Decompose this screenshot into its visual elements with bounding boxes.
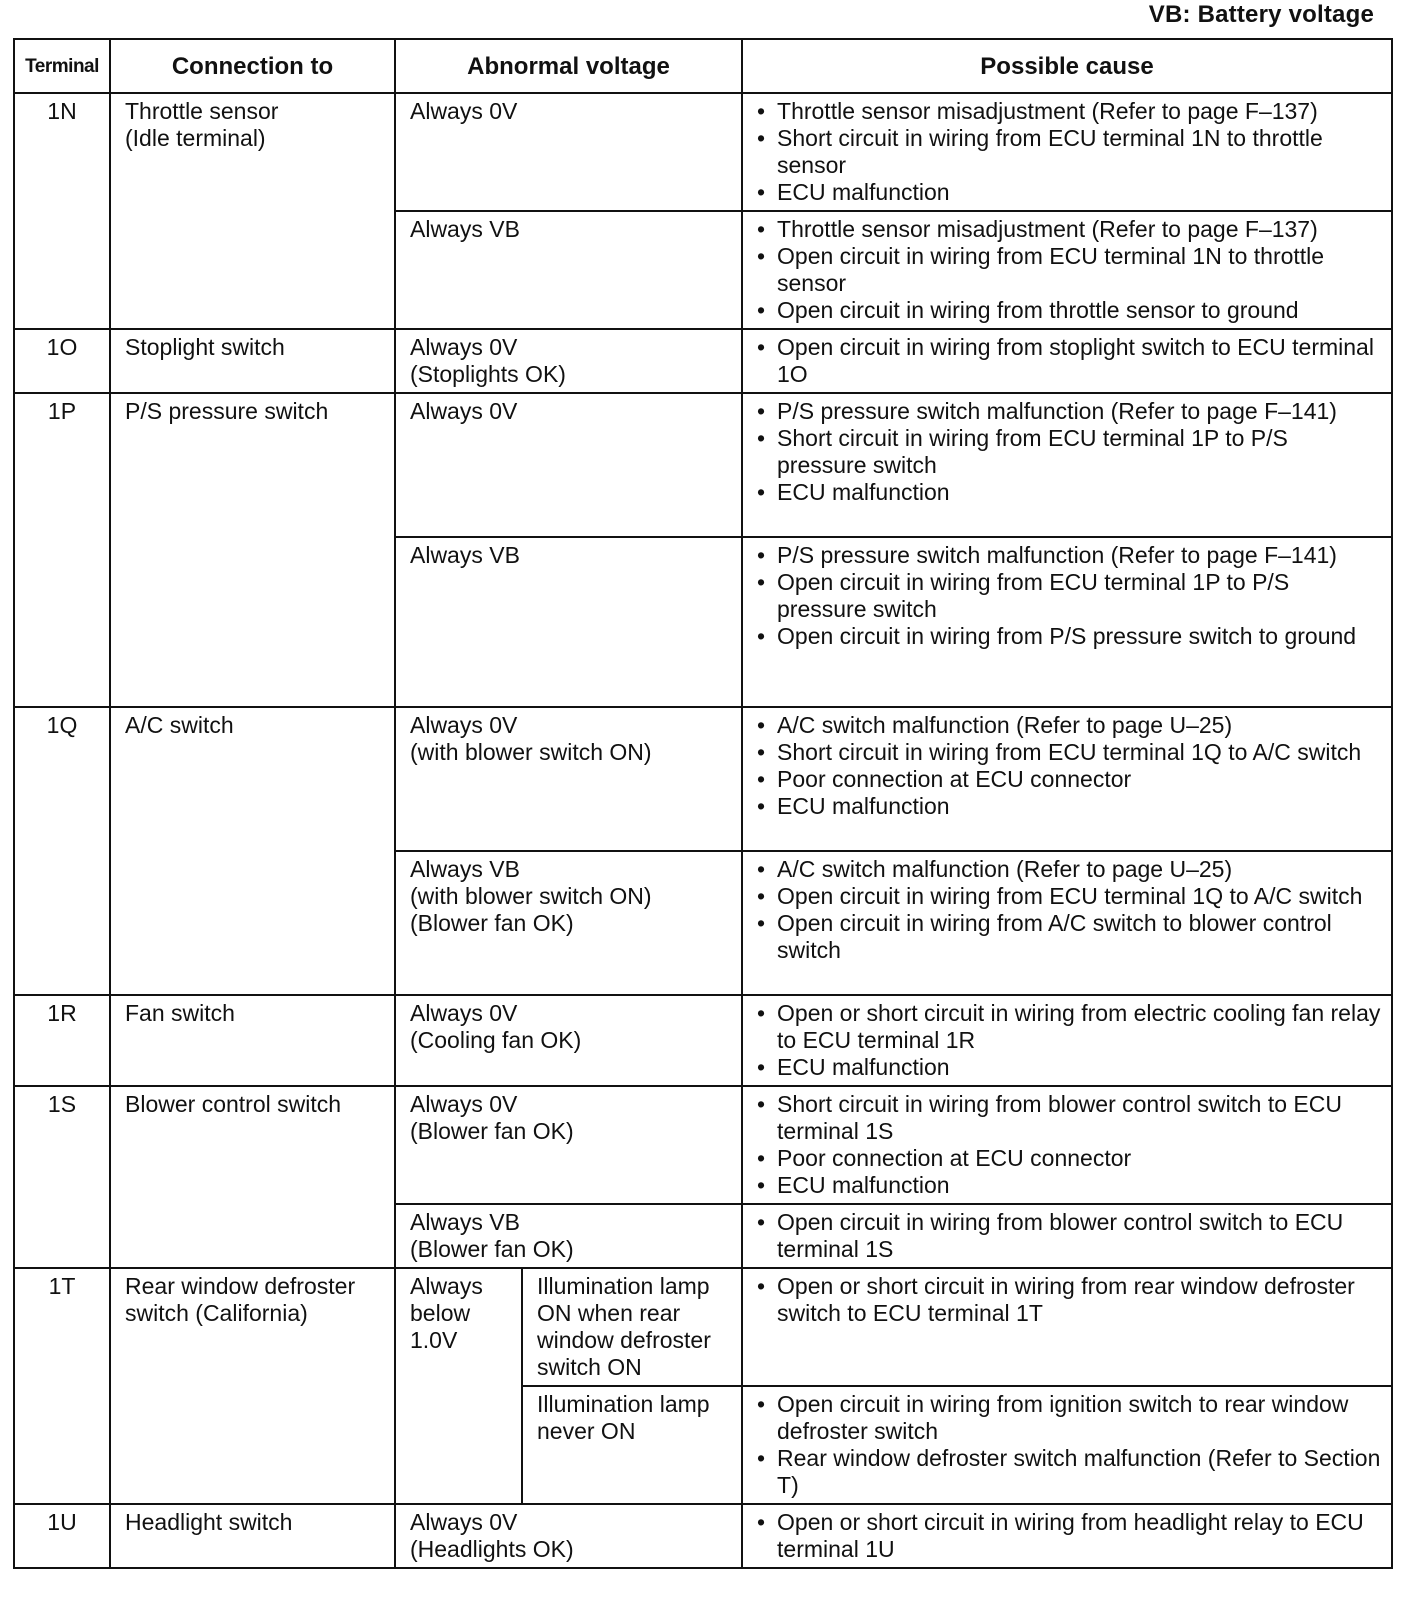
ecu-terminal-diagnosis-table xyxy=(13,38,1393,1569)
cause-item: • A/C switch malfunction (Refer to page U–25) xyxy=(755,856,1383,883)
text-line: Fan switch xyxy=(125,1000,235,1026)
cause-item: • Throttle sensor misadjustment (Refer to page F–137) xyxy=(755,216,1383,243)
text-line: Headlight switch xyxy=(125,1509,293,1535)
text-line: below xyxy=(410,1300,471,1326)
cause-item: • Rear window defroster switch malfunction (Refer to Section T) xyxy=(755,1445,1383,1499)
cause-item: • Open or short circuit in wiring from rear window defroster switch to ECU terminal 1T xyxy=(755,1273,1383,1327)
text-line: Always 0V xyxy=(410,712,518,738)
cause-list xyxy=(755,1509,1383,1563)
cause-cell xyxy=(742,995,1392,1086)
cause-item: • Short circuit in wiring from ECU terminal 1Q to A/C switch xyxy=(755,739,1383,766)
cause-cell xyxy=(742,707,1392,851)
text-line: Always 0V xyxy=(410,398,518,424)
voltage-cell xyxy=(395,1504,742,1568)
cause-item: • Open or short circuit in wiring from electric cooling fan relay to ECU terminal 1R xyxy=(755,1000,1383,1054)
table-row xyxy=(14,995,1392,1086)
text-line: Blower control switch xyxy=(125,1091,342,1117)
cause-item: • ECU malfunction xyxy=(755,1172,1383,1199)
terminal-cell: 1Q xyxy=(14,707,110,995)
terminal-cell: 1S xyxy=(14,1086,110,1268)
cause-item: • Open circuit in wiring from ECU terminal 1Q to A/C switch xyxy=(755,883,1383,910)
text-line: ON when rear xyxy=(537,1300,681,1326)
cause-item: • Poor connection at ECU connector xyxy=(755,766,1383,793)
connection-cell xyxy=(110,707,395,995)
cause-list xyxy=(755,1209,1383,1263)
cause-list xyxy=(755,1391,1383,1499)
table-row xyxy=(14,707,1392,851)
voltage-cell xyxy=(395,393,742,537)
cause-cell xyxy=(742,93,1392,211)
text-line: 1.0V xyxy=(410,1327,458,1353)
cause-item: • P/S pressure switch malfunction (Refer to page F–141) xyxy=(755,542,1383,569)
connection-cell xyxy=(110,329,395,393)
cause-cell xyxy=(742,329,1392,393)
cause-list xyxy=(755,542,1383,650)
header-abnormal-voltage: Abnormal voltage xyxy=(395,39,742,93)
cause-item: • ECU malfunction xyxy=(755,479,1383,506)
cause-item: • Poor connection at ECU connector xyxy=(755,1145,1383,1172)
terminal-cell: 1N xyxy=(14,93,110,329)
cause-item: • Short circuit in wiring from ECU terminal 1P to P/S pressure switch xyxy=(755,425,1383,479)
cause-cell xyxy=(742,393,1392,537)
connection-cell xyxy=(110,995,395,1086)
text-line: Always VB xyxy=(410,216,520,242)
condition-cell xyxy=(522,1268,742,1386)
text-line: Always 0V xyxy=(410,98,518,124)
cause-list xyxy=(755,712,1383,820)
text-line: Always 0V xyxy=(410,334,518,360)
cause-item: • Open circuit in wiring from ignition switch to rear window defroster switch xyxy=(755,1391,1383,1445)
cause-cell xyxy=(742,1268,1392,1386)
text-line: Always VB xyxy=(410,542,520,568)
table-row xyxy=(14,93,1392,211)
text-line: Always 0V xyxy=(410,1509,518,1535)
cause-list xyxy=(755,1091,1383,1199)
condition-cell xyxy=(522,1386,742,1504)
text-line: (Blower fan OK) xyxy=(410,1118,574,1144)
text-line: Stoplight switch xyxy=(125,334,285,360)
text-line: never ON xyxy=(537,1418,636,1444)
voltage-cell xyxy=(395,1086,742,1204)
text-line: Always 0V xyxy=(410,1000,518,1026)
text-line: (Idle terminal) xyxy=(125,125,266,151)
cause-cell xyxy=(742,537,1392,707)
voltage-cell xyxy=(395,211,742,329)
cause-item: • Short circuit in wiring from ECU terminal 1N to throttle sensor xyxy=(755,125,1383,179)
terminal-cell: 1U xyxy=(14,1504,110,1568)
header-terminal: Terminal xyxy=(14,39,110,93)
cause-list xyxy=(755,1000,1383,1081)
text-line: Always VB xyxy=(410,856,520,882)
header-possible-cause: Possible cause xyxy=(742,39,1392,93)
text-line: Throttle sensor xyxy=(125,98,279,124)
cause-item: • Throttle sensor misadjustment (Refer to page F–137) xyxy=(755,98,1383,125)
text-line: switch (California) xyxy=(125,1300,308,1326)
terminal-cell: 1T xyxy=(14,1268,110,1504)
header-row xyxy=(14,39,1392,93)
voltage-cell xyxy=(395,329,742,393)
text-line: A/C switch xyxy=(125,712,234,738)
cause-list xyxy=(755,1273,1383,1327)
connection-cell xyxy=(110,1504,395,1568)
terminal-cell: 1P xyxy=(14,393,110,707)
cause-item: • Open circuit in wiring from P/S pressure switch to ground xyxy=(755,623,1383,650)
text-line: (Blower fan OK) xyxy=(410,910,574,936)
cause-item: • Open circuit in wiring from A/C switch to blower control switch xyxy=(755,910,1383,964)
header-connection: Connection to xyxy=(110,39,395,93)
text-line: switch ON xyxy=(537,1354,642,1380)
text-line: P/S pressure switch xyxy=(125,398,329,424)
text-line: (with blower switch ON) xyxy=(410,883,652,909)
table-row xyxy=(14,1268,1392,1386)
cause-item: • A/C switch malfunction (Refer to page U–25) xyxy=(755,712,1383,739)
connection-cell xyxy=(110,93,395,329)
connection-cell xyxy=(110,393,395,707)
cause-list xyxy=(755,398,1383,506)
text-line: Rear window defroster xyxy=(125,1273,356,1299)
table-row xyxy=(14,1086,1392,1204)
cause-item: • Open or short circuit in wiring from headlight relay to ECU terminal 1U xyxy=(755,1509,1383,1563)
voltage-cell xyxy=(395,995,742,1086)
cause-item: • P/S pressure switch malfunction (Refer to page F–141) xyxy=(755,398,1383,425)
cause-list xyxy=(755,216,1383,324)
connection-cell xyxy=(110,1086,395,1268)
text-line: (Cooling fan OK) xyxy=(410,1027,582,1053)
voltage-cell xyxy=(395,537,742,707)
terminal-cell: 1R xyxy=(14,995,110,1086)
cause-item: • Open circuit in wiring from ECU terminal 1P to P/S pressure switch xyxy=(755,569,1383,623)
table-row xyxy=(14,1504,1392,1568)
voltage-cell xyxy=(395,93,742,211)
voltage-cell xyxy=(395,851,742,995)
cause-item: • Open circuit in wiring from blower control switch to ECU terminal 1S xyxy=(755,1209,1383,1263)
text-line: (Stoplights OK) xyxy=(410,361,566,387)
cause-item: • ECU malfunction xyxy=(755,1054,1383,1081)
cause-cell xyxy=(742,1504,1392,1568)
text-line: Always 0V xyxy=(410,1091,518,1117)
table-row xyxy=(14,329,1392,393)
connection-cell xyxy=(110,1268,395,1504)
cause-item: • Open circuit in wiring from throttle sensor to ground xyxy=(755,297,1383,324)
cause-item: • Open circuit in wiring from ECU terminal 1N to throttle sensor xyxy=(755,243,1383,297)
cause-cell xyxy=(742,1386,1392,1504)
cause-item: • Open circuit in wiring from stoplight switch to ECU terminal 1O xyxy=(755,334,1383,388)
text-line: window defroster xyxy=(537,1327,711,1353)
cause-item: • ECU malfunction xyxy=(755,179,1383,206)
voltage-cell xyxy=(395,707,742,851)
voltage-cell xyxy=(395,1204,742,1268)
cause-list xyxy=(755,98,1383,206)
text-line: (Blower fan OK) xyxy=(410,1236,574,1262)
terminal-cell: 1O xyxy=(14,329,110,393)
cause-cell xyxy=(742,851,1392,995)
cause-cell xyxy=(742,1086,1392,1204)
cause-cell xyxy=(742,1204,1392,1268)
voltage-cell xyxy=(395,1268,522,1504)
cause-item: • ECU malfunction xyxy=(755,793,1383,820)
cause-cell xyxy=(742,211,1392,329)
text-line: (Headlights OK) xyxy=(410,1536,574,1562)
cause-item: • Short circuit in wiring from blower control switch to ECU terminal 1S xyxy=(755,1091,1383,1145)
battery-voltage-note: VB: Battery voltage xyxy=(1148,1,1374,28)
text-line: (with blower switch ON) xyxy=(410,739,652,765)
text-line: Always xyxy=(410,1273,483,1299)
cause-list xyxy=(755,856,1383,964)
text-line: Illumination lamp xyxy=(537,1391,710,1417)
table-row xyxy=(14,393,1392,537)
text-line: Always VB xyxy=(410,1209,520,1235)
text-line: Illumination lamp xyxy=(537,1273,710,1299)
cause-list xyxy=(755,334,1383,388)
